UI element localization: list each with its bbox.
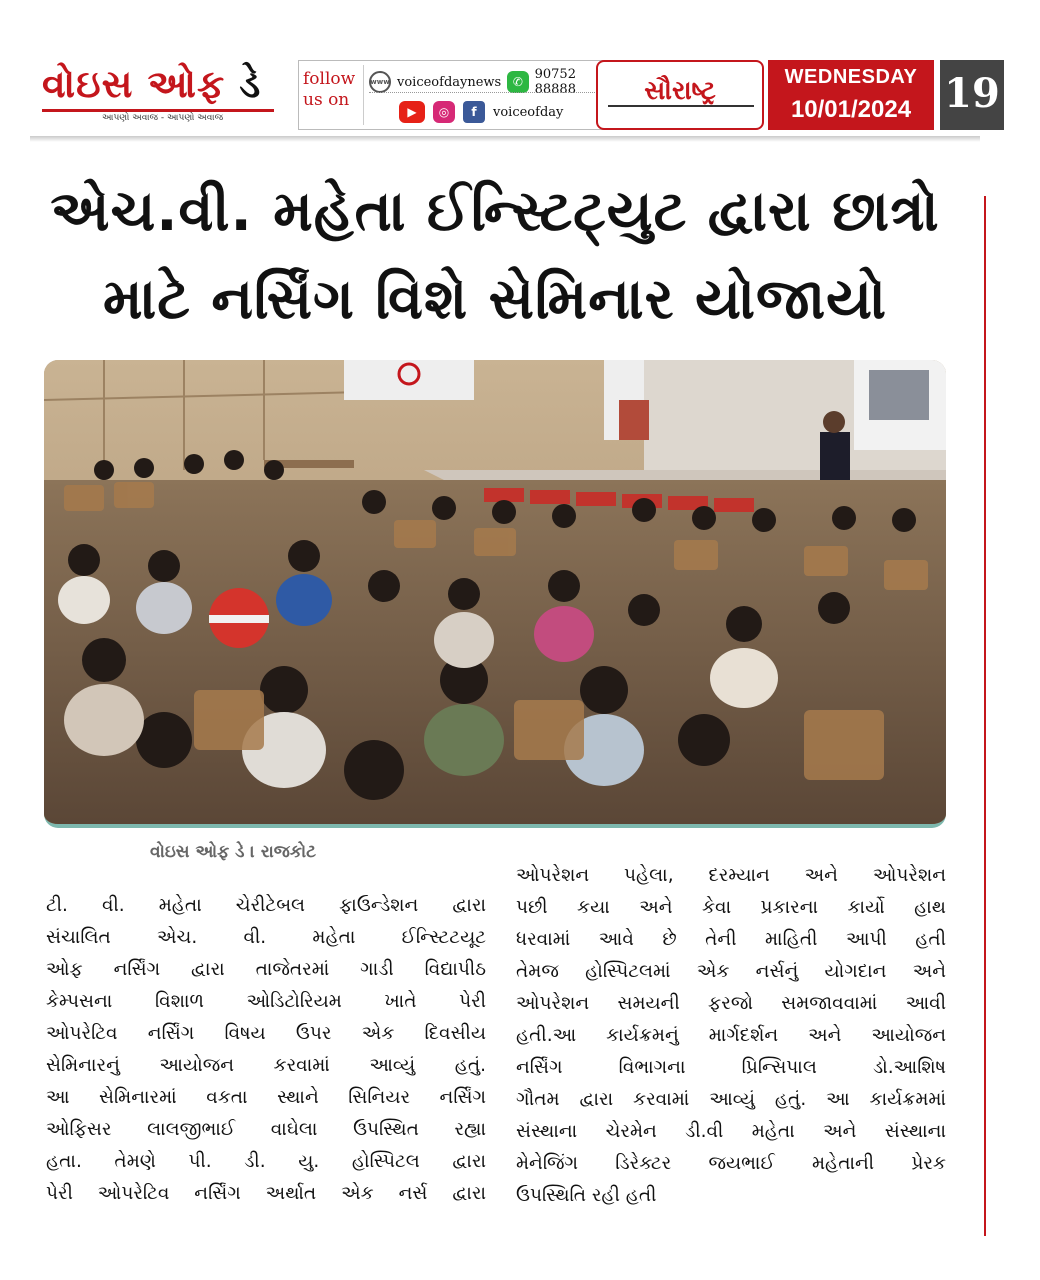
article-headline (20, 168, 970, 344)
article-column-right (516, 860, 946, 1212)
seminar-photo (44, 360, 946, 828)
www-globe-icon: www (369, 71, 391, 93)
text-line: પછી કયા અને કેવા પ્રકારના કાર્યો હાથ (516, 897, 946, 918)
section-title: સૌરાષ્ટ્ર (644, 76, 716, 106)
text-line: સંચાલિત એચ. વી. મહેતા ઈન્સ્ટિટયૂટ (46, 927, 486, 948)
section-underline (608, 105, 754, 107)
newspaper-logo (38, 58, 300, 132)
masthead-shadow-rule (30, 136, 980, 142)
logo-wordmark (42, 62, 261, 107)
text-line: ઓપરેટિવ નર્સિંગ વિષય ઉપર એક દિવસીય (46, 1023, 486, 1044)
weekday-label: WEDNESDAY (784, 66, 918, 88)
right-margin-rule (984, 196, 986, 1236)
text-line: હતી.આ કાર્યક્રમનું માર્ગદર્શન અને આયોજન (516, 1025, 946, 1046)
website-handle[interactable]: voiceofdaynews (397, 74, 502, 90)
whatsapp-icon: ✆ (507, 71, 528, 93)
text-line: ઓફ નર્સિંગ દ્વારા તાજેતરમાં ગાડી વિદ્યાપીઠ (46, 959, 486, 980)
text-line: હતા. તેમણે પી. ડી. યુ. હોસ્પિટલ દ્વારા (46, 1151, 486, 1172)
text-line: આ સેમિનારમાં વકતા સ્થાને સિનિયર નર્સિંગ (46, 1087, 486, 1108)
page-number-box (940, 60, 1004, 130)
section-label-box (596, 60, 764, 130)
social-follow-box (298, 60, 620, 130)
text-line: ઓફિસર લાલજીભાઈ વાઘેલા ઉપસ્થિત રહ્યા (46, 1119, 486, 1140)
text-line: ધરવામાં આવે છે તેની માહિતી આપી હતી (516, 929, 946, 950)
social-divider (363, 65, 364, 125)
text-line: ઓપરેશન સમયની ફરજો સમજાવવામાં આવી (516, 993, 946, 1014)
text-line: કેમ્પસના વિશાળ ઓડિટોરિયમ ખાતે પેરી (46, 991, 486, 1012)
text-line: ઓપરેશન પહેલા, દરમ્યાન અને ઓપરેશન (516, 865, 946, 886)
headline-line-1: એચ.વી. મહેતા ઈન્સ્ટિટ્યુટ દ્વારા છાત્રો (50, 179, 940, 244)
text-line: મેનેજિંગ ડિરેક્ટર જયભાઈ મહેતાની પ્રેરક (516, 1153, 946, 1174)
social-handle[interactable]: voiceofday (493, 104, 564, 120)
whatsapp-number[interactable]: 90752 88888 (534, 67, 576, 97)
youtube-icon[interactable]: ▶ (399, 101, 425, 123)
logo-underline (42, 109, 274, 112)
follow-us-label: follow us on (303, 69, 356, 110)
text-line: સંસ્થાના ચેરમેન ડી.વી મહેતા અને સંસ્થાના (516, 1121, 946, 1142)
text-line: સેમિનારનું આયોજન કરવામાં આવ્યું હતું. (46, 1055, 486, 1076)
social-dotted-divider (369, 92, 613, 93)
article-byline: વોઇસ ઓફ ડે । રાજકોટ (150, 842, 317, 862)
logo-main-text: વોઇસ ઓફ (42, 62, 226, 106)
text-line: પેરી ઓપરેટિવ નર્સિંગ અર્થાત એક નર્સ દ્વારા (46, 1183, 486, 1204)
instagram-icon[interactable]: ◎ (433, 101, 455, 123)
masthead (30, 58, 1010, 134)
logo-de-text: ડે (239, 62, 262, 106)
text-line: ટી. વી. મહેતા ચેરીટેબલ ફાઉન્ડેશન દ્વારા (46, 895, 486, 916)
facebook-icon[interactable]: f (463, 101, 485, 123)
text-line: ઉપસ્થિતિ રહી હતી (516, 1185, 657, 1206)
issue-date: 10/01/2024 (790, 96, 912, 123)
article-column-left (46, 890, 486, 1210)
text-line: તેમજ હોસ્પિટલમાં એક નર્સનું યોગદાન અને (516, 961, 946, 982)
seminar-photo-illustration (44, 360, 946, 828)
social-row-icons (399, 101, 563, 123)
page-number: 19 (944, 70, 1000, 117)
logo-tagline: આપણો અવાજ - આપણો અવાજ (102, 113, 224, 123)
text-line: ગૌતમ દ્વારા કરવામાં આવ્યું હતું. આ કાર્યક્રમમાં (516, 1089, 946, 1110)
date-box (768, 60, 934, 130)
text-line: નર્સિંગ વિભાગના પ્રિન્સિપાલ ડો.આશિષ (516, 1057, 946, 1078)
headline-line-2: માટે નર્સિંગ વિશે સેમિનાર યોજાયો (102, 267, 888, 332)
